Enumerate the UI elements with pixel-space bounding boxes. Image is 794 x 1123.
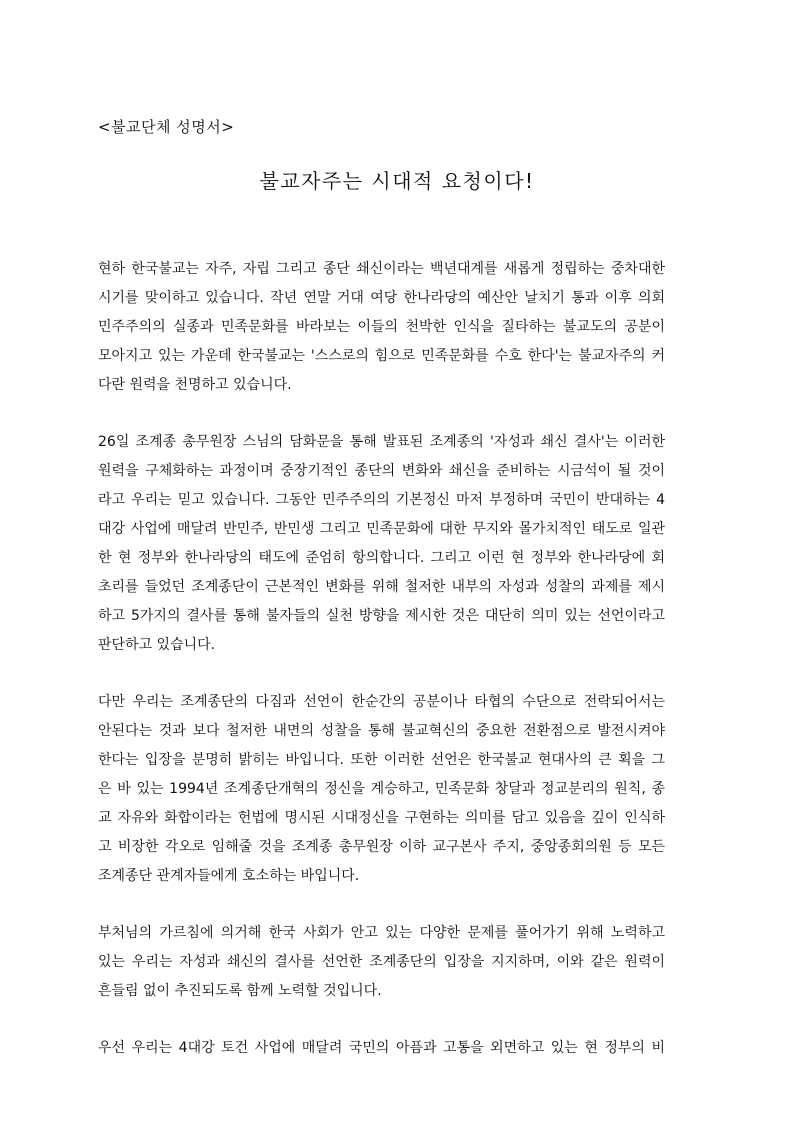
text-line: 초리를 들었던 조계종단이 근본적인 변화를 위해 철저한 내부의 자성과 성찰의 과제를 제시 bbox=[98, 579, 665, 595]
text-line: 우선 우리는 4대강 토건 사업에 매달려 국민의 아픔과 고통을 외면하고 있는 현 정부의 비 bbox=[98, 1040, 665, 1056]
document-label: <불교단체 성명서> bbox=[98, 118, 235, 136]
paragraph bbox=[98, 688, 665, 891]
text-line: 모아지고 있는 가운데 한국불교는 '스스로의 힘으로 민족문화를 수호 한다'는 불교자주의 커 bbox=[98, 348, 665, 364]
text-line: 시기를 맞이하고 있습니다. 작년 연말 거대 여당 한나라당의 예산안 날치기 통과 이후 의회 bbox=[98, 290, 665, 306]
text-line: 하고 5가지의 결사를 통해 불자들의 실천 방향을 제시한 것은 대단히 의미 있는 선언이라고 bbox=[98, 608, 665, 624]
paragraph bbox=[98, 428, 665, 660]
text-line: 원력을 구체화하는 과정이며 중장기적인 종단의 변화와 쇄신을 준비하는 시금석이 될 것이 bbox=[98, 463, 665, 479]
text-line: 민주주의의 실종과 민족문화를 바라보는 이들의 천박한 인식을 질타하는 불교도의 공분이 bbox=[98, 319, 665, 335]
text-line: 다란 원력을 천명하고 있습니다. bbox=[98, 377, 292, 393]
text-line: 있는 우리는 자성과 쇄신의 결사를 선언한 조계종단의 입장을 지지하며, 이와 같은 원력이 bbox=[98, 954, 665, 970]
paragraph bbox=[98, 255, 665, 400]
text-line: 현하 한국불교는 자주, 자립 그리고 종단 쇄신이라는 백년대계를 새롭게 정립하는 중차대한 bbox=[98, 261, 665, 277]
text-line: 조계종단 관계자들에게 호소하는 바입니다. bbox=[98, 868, 360, 884]
text-line: 은 바 있는 1994년 조계종단개혁의 정신을 계승하고, 민족문화 창달과 정교분리의 원칙, 종 bbox=[98, 781, 665, 797]
text-line: 라고 우리는 믿고 있습니다. 그동안 민주주의의 기본정신 마저 부정하며 국민이 반대하는 4 bbox=[98, 492, 665, 508]
document-title: 불교자주는 시대적 요청이다! bbox=[259, 169, 535, 193]
text-line: 다만 우리는 조계종단의 다짐과 선언이 한순간의 공분이나 타협의 수단으로 전락되어서는 bbox=[98, 694, 665, 710]
paragraph bbox=[98, 919, 665, 1006]
text-line: 안된다는 것과 보다 철저한 내면의 성찰을 통해 불교혁신의 중요한 전환점으로 발전시켜야 bbox=[98, 723, 665, 739]
text-line: 교 자유와 화합이라는 헌법에 명시된 시대정신을 구현하는 의미를 담고 있음을 깊이 인식하 bbox=[98, 810, 665, 826]
text-line: 대강 사업에 매달려 반민주, 반민생 그리고 민족문화에 대한 무지와 몰가치적인 태도로 일관 bbox=[98, 521, 665, 537]
paragraph bbox=[98, 1034, 665, 1063]
text-line: 부처님의 가르침에 의거해 한국 사회가 안고 있는 다양한 문제를 풀어가기 위해 노력하고 bbox=[98, 925, 665, 941]
text-line: 판단하고 있습니다. bbox=[98, 637, 216, 653]
text-line: 한다는 입장을 분명히 밝히는 바입니다. 또한 이러한 선언은 한국불교 현대사의 큰 획을 그 bbox=[98, 752, 665, 768]
text-line: 흔들림 없이 추진되도록 함께 노력할 것입니다. bbox=[98, 983, 382, 999]
text-line: 고 비장한 각오로 임해줄 것을 조계종 총무원장 이하 교구본사 주지, 중앙종회의원 등 모든 bbox=[98, 839, 665, 855]
document-body bbox=[98, 255, 665, 1091]
text-line: 26일 조계종 총무원장 스님의 담화문을 통해 발표된 조계종의 '자성과 쇄신 결사'는 이러한 bbox=[98, 434, 665, 450]
text-line: 한 현 정부와 한나라당의 태도에 준엄히 항의합니다. 그리고 이런 현 정부와 한나라당에 회 bbox=[98, 550, 665, 566]
